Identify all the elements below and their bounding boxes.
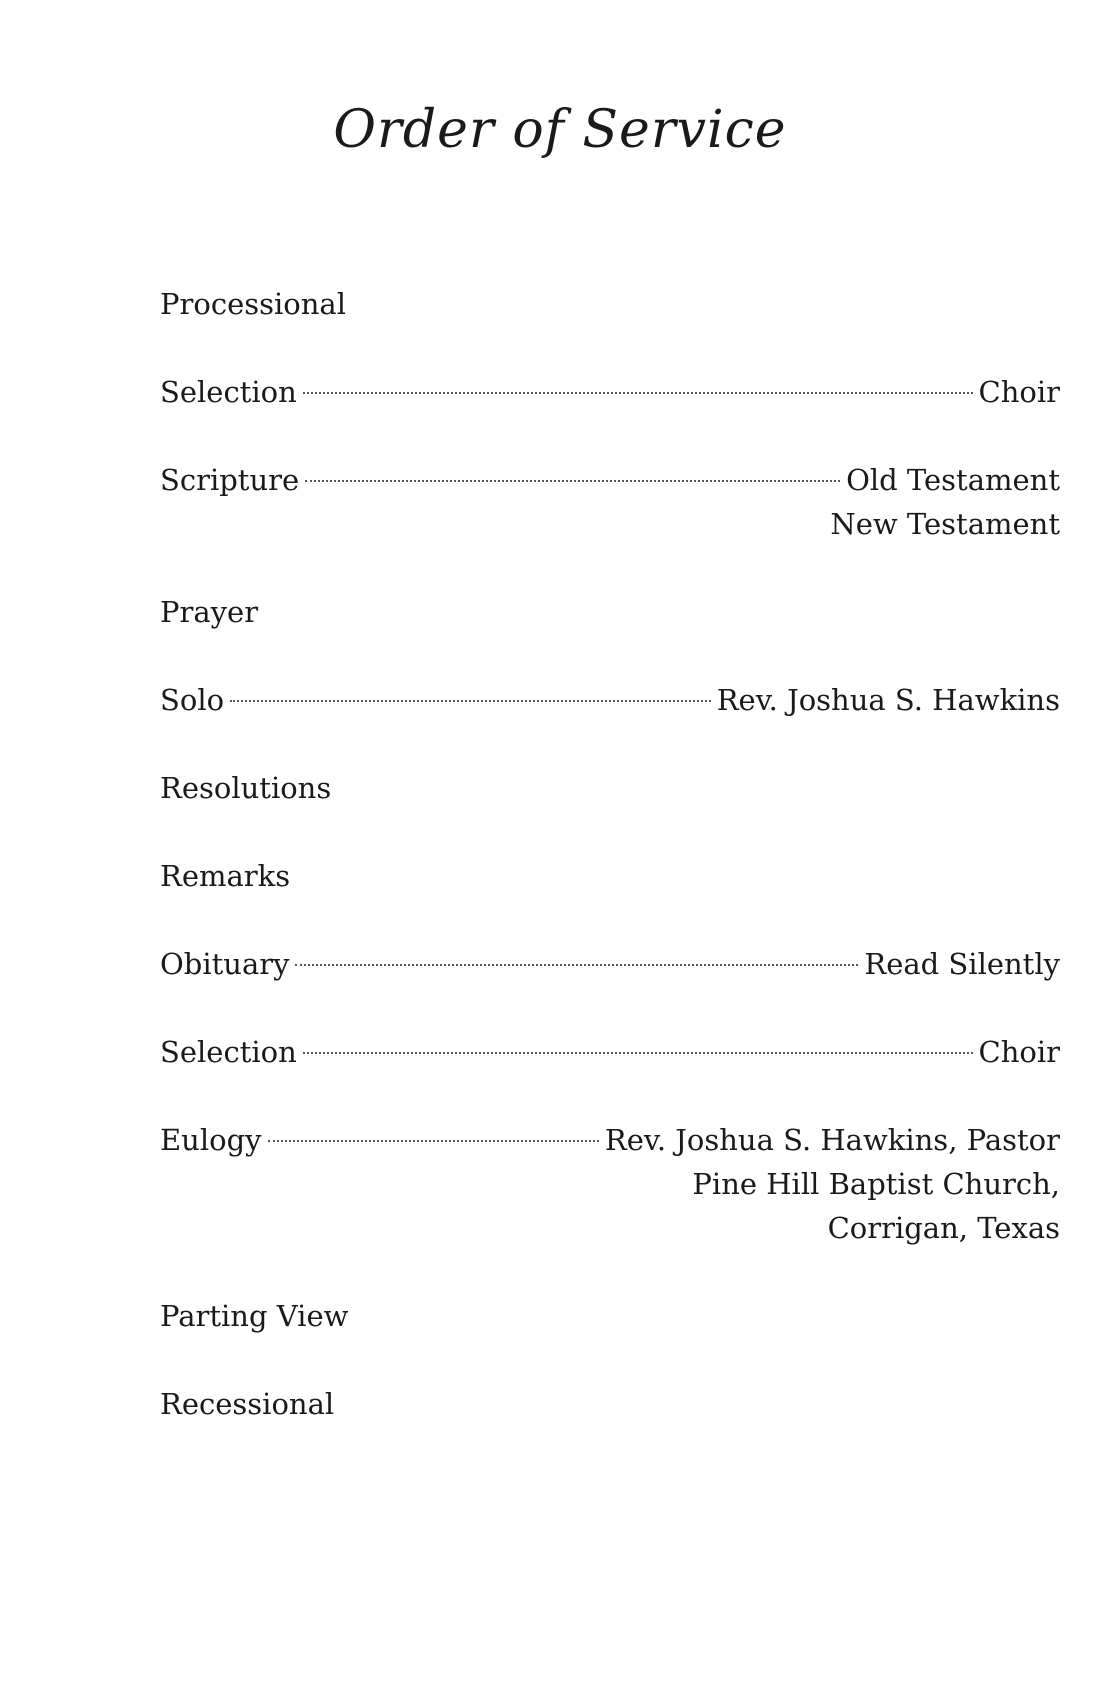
program-item-performer: Rev. Joshua S. Hawkins xyxy=(716,683,1060,717)
program-item-label: Obituary xyxy=(160,947,290,981)
program-item xyxy=(160,590,1060,634)
dot-leader xyxy=(295,964,858,966)
program-item-label: Selection xyxy=(160,1035,297,1069)
dot-leader xyxy=(230,700,711,702)
program-item-performer: Old Testament xyxy=(846,463,1060,497)
program-item-line xyxy=(160,1030,1060,1074)
program-item-label: Solo xyxy=(160,683,225,717)
program-item xyxy=(160,282,1060,326)
program-item-label: Processional xyxy=(160,287,346,321)
dot-leader xyxy=(303,1052,973,1054)
program-item-line xyxy=(160,854,1060,898)
program-item xyxy=(160,1294,1060,1338)
program-item-detail: Pine Hill Baptist Church, xyxy=(692,1167,1060,1201)
program-item-line xyxy=(160,458,1060,502)
program-item-label: Remarks xyxy=(160,859,291,893)
program-item xyxy=(160,1118,1060,1250)
program-item-line xyxy=(160,282,1060,326)
program-item-performer: Choir xyxy=(978,375,1060,409)
program-item-detail: New Testament xyxy=(830,507,1060,541)
program-item xyxy=(160,766,1060,810)
program-item-performer: Choir xyxy=(978,1035,1060,1069)
program-item xyxy=(160,458,1060,546)
program-item-label: Resolutions xyxy=(160,771,332,805)
program-item-label: Prayer xyxy=(160,595,259,629)
program-item xyxy=(160,370,1060,414)
program-item-line xyxy=(160,1294,1060,1338)
program-item-performer: Rev. Joshua S. Hawkins, Pastor xyxy=(604,1123,1060,1157)
program-item-label: Recessional xyxy=(160,1387,335,1421)
program-item xyxy=(160,854,1060,898)
program-item-line xyxy=(160,766,1060,810)
program-item-line xyxy=(160,1118,1060,1162)
dot-leader xyxy=(303,392,973,394)
program-item xyxy=(160,1030,1060,1074)
program-item-label: Parting View xyxy=(160,1299,349,1333)
program-item-label: Eulogy xyxy=(160,1123,262,1157)
program-item xyxy=(160,942,1060,986)
program-item-label: Selection xyxy=(160,375,297,409)
program-item xyxy=(160,678,1060,722)
dot-leader xyxy=(268,1140,599,1142)
program-item-line xyxy=(160,1382,1060,1426)
program-item-line xyxy=(160,678,1060,722)
program-item-line xyxy=(160,590,1060,634)
dot-leader xyxy=(305,480,840,482)
page-title: Order of Service xyxy=(333,100,787,160)
order-of-service-list xyxy=(160,282,1060,1470)
program-item-detail: Corrigan, Texas xyxy=(827,1211,1060,1245)
program-item-line xyxy=(160,370,1060,414)
program-item-performer: Read Silently xyxy=(864,947,1060,981)
program-item-label: Scripture xyxy=(160,463,300,497)
program-item-line xyxy=(160,942,1060,986)
program-item xyxy=(160,1382,1060,1426)
